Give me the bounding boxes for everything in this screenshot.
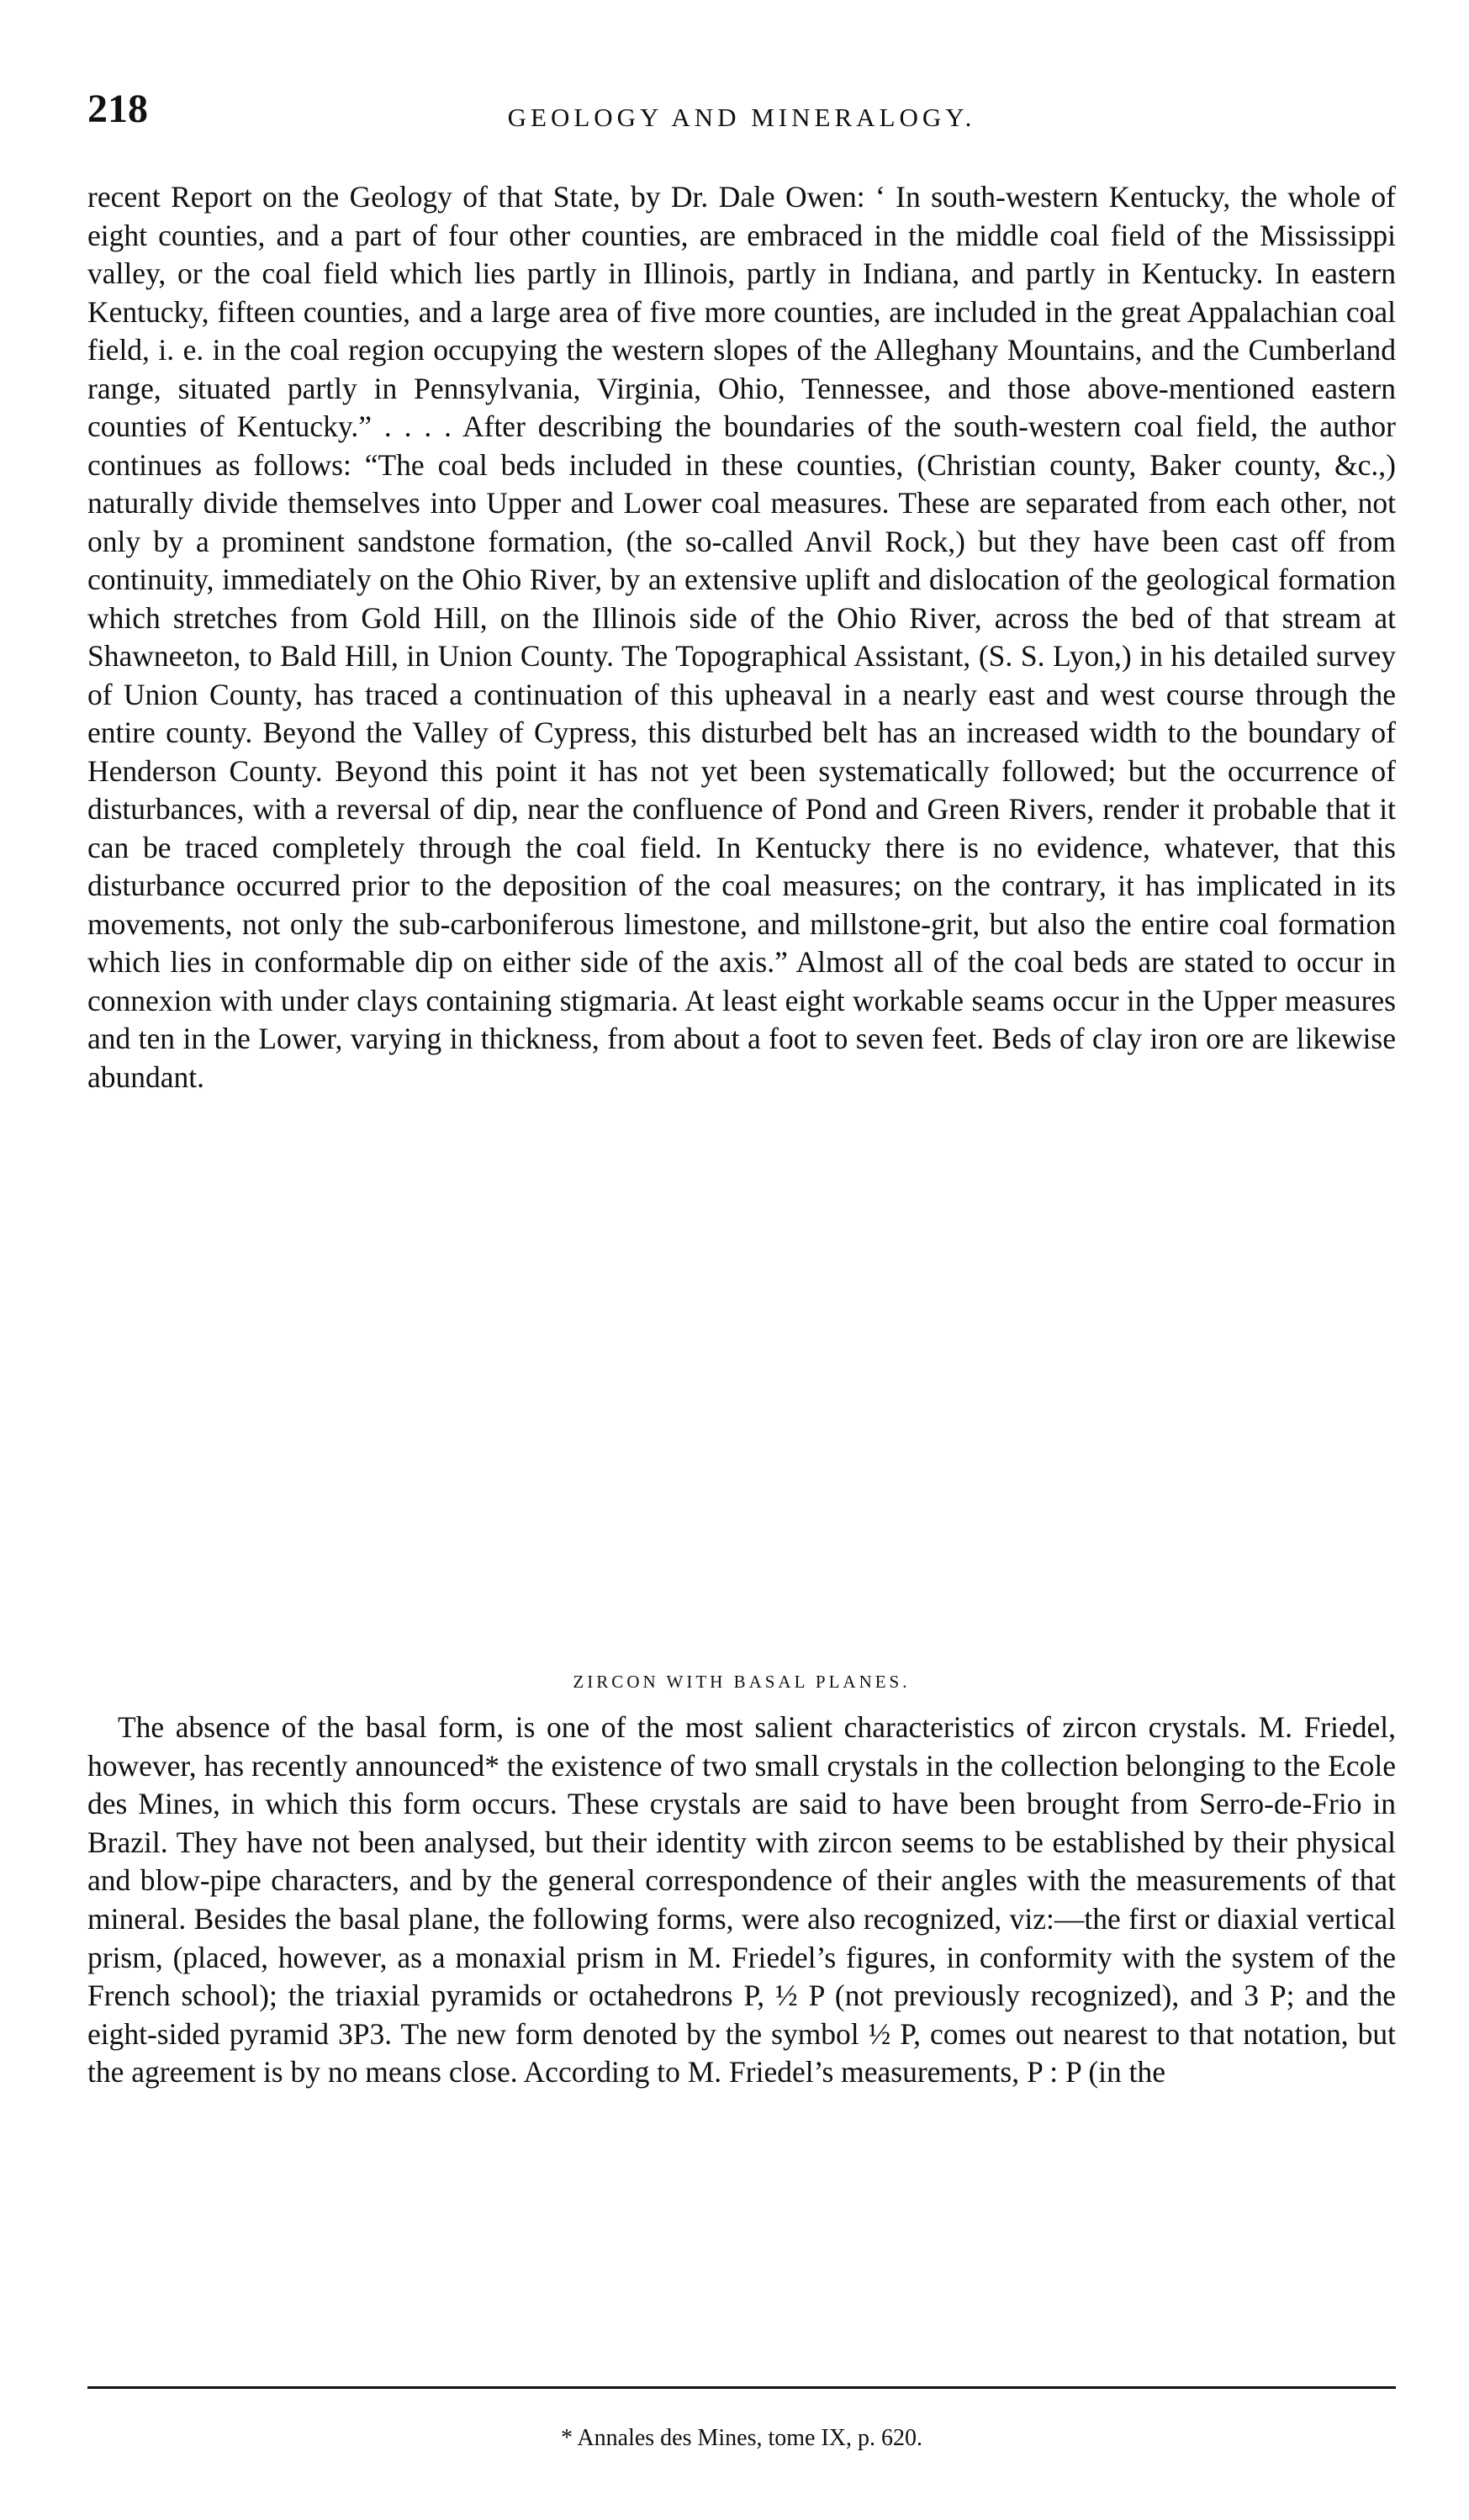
coal-field-paragraph: recent Report on the Geology of that State, by Dr. Dale Owen: ‘ In south-western Kentucky, the whole of eight counties, and a part of four other counties, are embraced in the middle coal field of the Mississippi valley, or the coal field which lies partly in Illinois, partly in Indiana, and partly in Kentucky. In eastern Kentucky, fifteen counties, and a large area of five more counties, are included in the great Appalachian coal field, i. e. in the coal region occupying the western slopes of the Alleghany Mountains, and the Cumberland range, situated partly in Pennsylvania, Virginia, Ohio, Tennessee, and those above-mentioned eastern counties of Kentucky.” . . . . After describing the boundaries of the south-western coal field, the author continues as follows: “The coal beds included in these counties, (Christian county, Baker county, &c.,) naturally divide themselves into Upper and Lower coal measures. These are separated from each other, not only by a prominent sandstone formation, (the so-called Anvil Rock,) but they have been cast off from continuity, immediately on the Ohio River, by an extensive uplift and dislocation of the geological formation which stretches from Gold Hill, on the Illinois side of the Ohio River, across the bed of that stream at Shawneeton, to Bald Hill, in Union County. The Topographical Assistant, (S. S. Lyon,) in his detailed survey of Union County, has traced a continuation of this upheaval in a nearly east and west course through the entire county. Beyond the Valley of Cypress, this disturbed belt has an increased width to the boundary of Henderson County. Beyond this point it has not yet been systematically followed; but the occurrence of disturbances, with a reversal of dip, near the confluence of Pond and Green Rivers, render it probable that it can be traced completely through the coal field. In Kentucky there is no evidence, whatever, that this disturbance occurred prior to the deposition of the coal measures; on the contrary, it has implicated in its movements, not only the sub-carboniferous limestone, and millstone-grit, but also the entire coal formation which lies in conformable dip on either side of the axis.” Almost all of the coal beds are stated to occur in connexion with under clays containing stigmaria. At least eight workable seams occur in the Upper measures and ten in the Lower, varying in thickness, from about a foot to seven feet. Beds of clay iron ore are likewise abundant.: [87, 180, 1396, 1094]
footnote-divider: [87, 2386, 1396, 2389]
footnote: * Annales des Mines, tome IX, p. 620.: [560, 2425, 923, 2451]
section-heading: ZIRCON WITH BASAL PLANES.: [573, 1672, 911, 1692]
page-number: 218: [87, 87, 148, 131]
running-title: GEOLOGY AND MINERALOGY.: [507, 103, 976, 132]
running-head: [87, 81, 1396, 148]
zircon-paragraph: The absence of the basal form, is one of the most salient characteristics of zircon crystals. M. Friedel, however, has recently announced* the existence of two small crystals in the collection belonging to the Ecole des Mines, in which this form occurs. These crystals are said to have been brought from Serro-de-Frio in Brazil. They have not been analysed, but their identity with zircon seems to be established by their physical and blow-pipe characters, and by the general correspondence of their angles with the measurements of that mineral. Besides the basal plane, the following forms, were also recognized, viz:—the first or diaxial vertical prism, (placed, however, as a monaxial prism in M. Friedel’s figures, in conformity with the system of the French school); the triaxial pyramids or octahedrons P, ½ P (not previously recognized), and 3 P; and the eight-sided pyramid 3P3. The new form denoted by the symbol ½ P, comes out nearest to that notation, but the agreement is by no means close. According to M. Friedel’s measurements, P : P (in the: [87, 1710, 1396, 2089]
